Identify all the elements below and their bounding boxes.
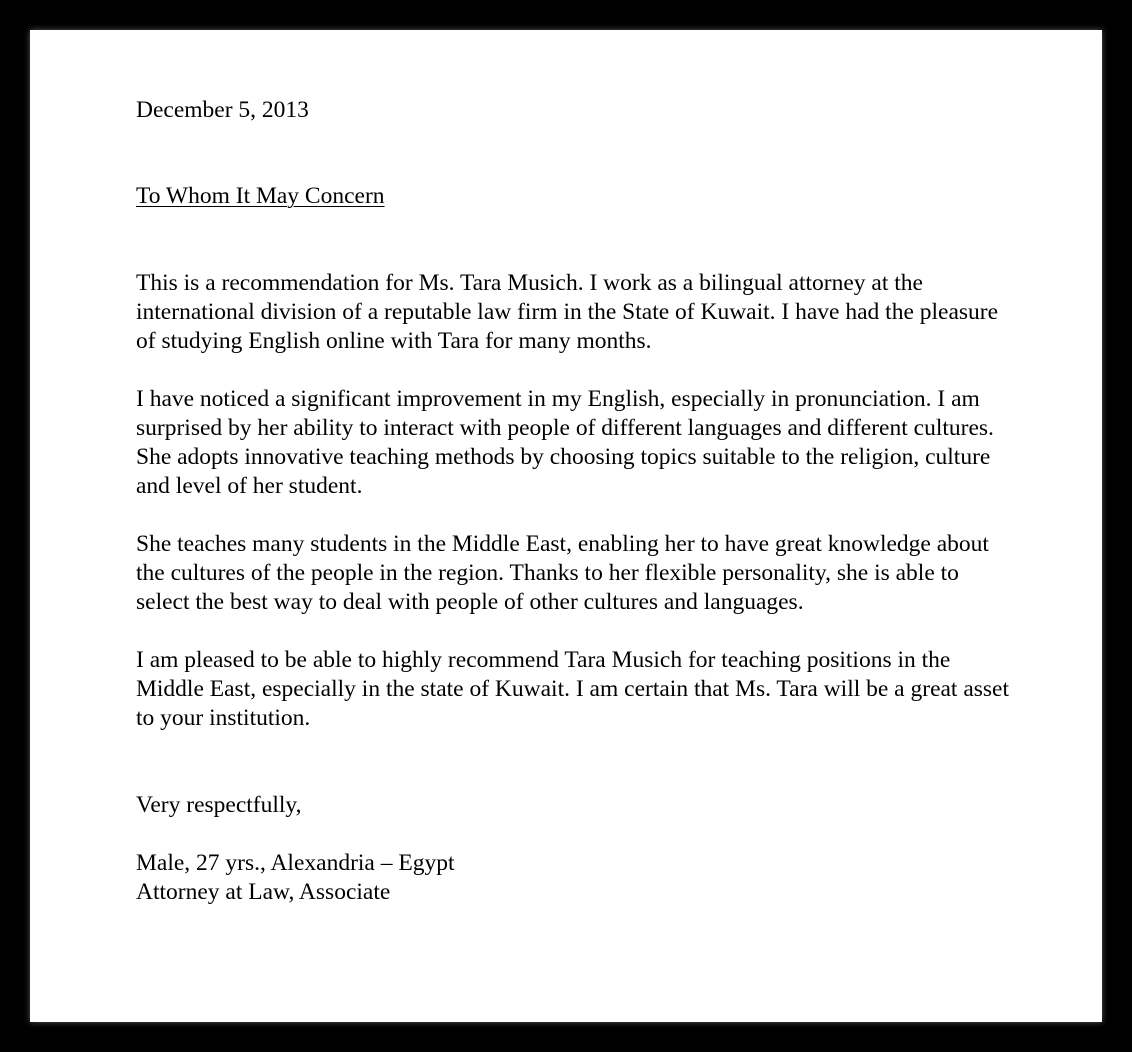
salutation: To Whom It May Concern (136, 183, 385, 209)
letter-date: December 5, 2013 (136, 97, 309, 123)
paragraph-improvement: I have noticed a significant improvement in my English, especially in pronunciation. I am surprised by her ability to interact with people of different languages and different cultures. She adopts innovative teaching methods by choosing topics suitable to the religion, culture and level of her student. (136, 386, 994, 499)
signature-line-2: Attorney at Law, Associate (136, 879, 391, 905)
letter-page (30, 30, 1102, 1022)
signature-block (136, 849, 1016, 907)
closing: Very respectfully, (136, 792, 302, 818)
letter-body (136, 96, 1016, 907)
paragraph-middle-east: She teaches many students in the Middle East, enabling her to have great knowledge about the cultures of the people in the region. Thanks to her flexible personality, she is able to select the best way to deal with people of other cultures and languages. (136, 531, 989, 615)
paragraph-intro: This is a recommendation for Ms. Tara Musich. I work as a bilingual attorney at the international division of a reputable law firm in the State of Kuwait. I have had the pleasure of studying English online with Tara for many months. (136, 270, 999, 354)
signature-line-1: Male, 27 yrs., Alexandria – Egypt (136, 850, 455, 876)
paragraph-recommendation: I am pleased to be able to highly recommend Tara Musich for teaching positions in the Middle East, especially in the state of Kuwait. I am certain that Ms. Tara will be a great asset to your institution. (136, 647, 1010, 731)
